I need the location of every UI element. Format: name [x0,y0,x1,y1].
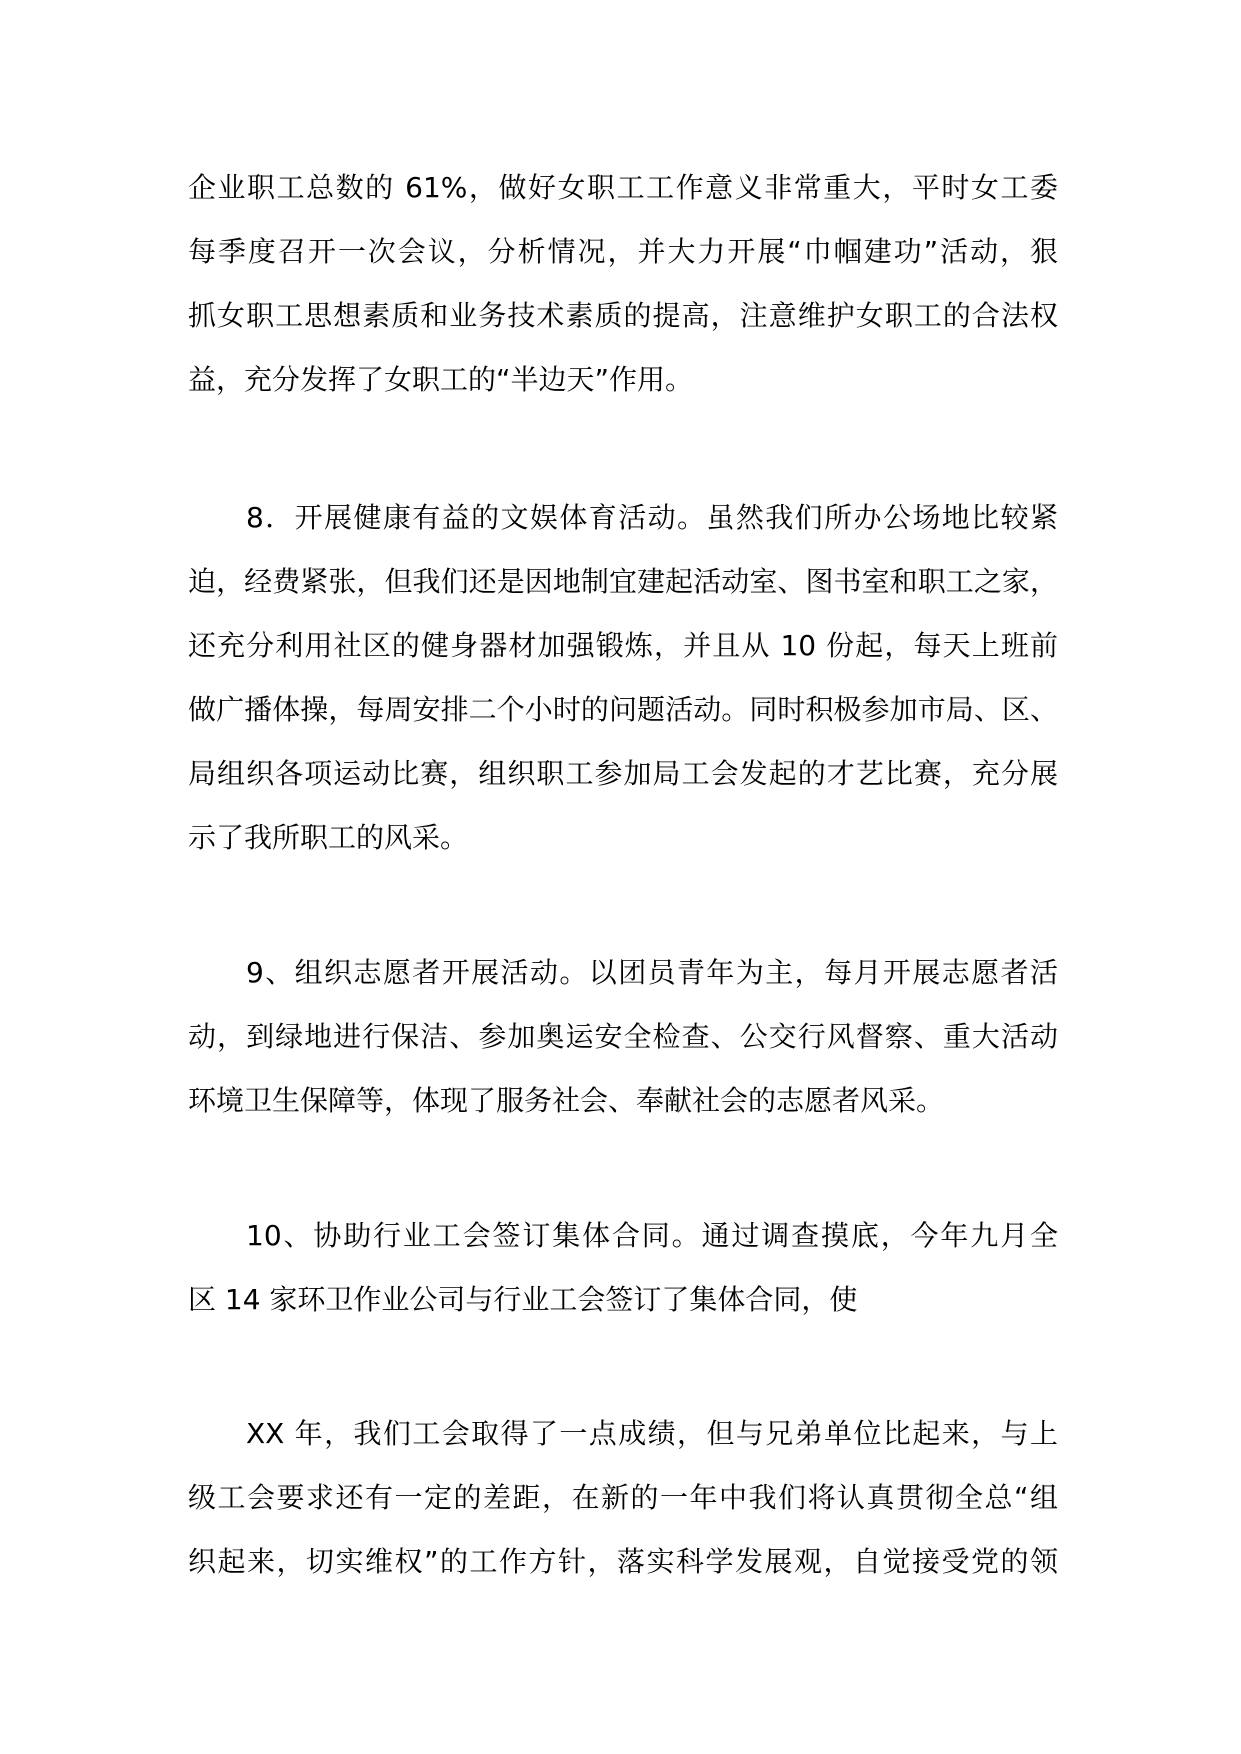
text-line: 局组织各项运动比赛，组织职工参加局工会发起的才艺比赛，充分展 [188,757,1058,790]
text-line: 区 14 家环卫作业公司与行业工会签订了集体合同，使 [188,1283,858,1316]
text-line: XX 年，我们工会取得了一点成绩，但与兄弟单位比起来，与上 [246,1417,1058,1450]
text-line: 9、组织志愿者开展活动。以团员青年为主，每月开展志愿者活 [246,956,1058,989]
text-line: 做广播体操，每周安排二个小时的问题活动。同时积极参加市局、区、 [188,693,1058,726]
text-line: 每季度召开一次会议，分析情况，并大力开展“巾帼建功”活动，狠 [188,235,1058,268]
text-line: 10、协助行业工会签订集体合同。通过调查摸底，今年九月全 [246,1219,1058,1252]
paragraph-women-workers [188,156,1058,412]
text-line: 级工会要求还有一定的差距，在新的一年中我们将认真贯彻全总“组 [188,1481,1058,1514]
paragraph-sports-activities [188,486,1058,870]
text-line: 益，充分发挥了女职工的“半边天”作用。 [188,363,694,396]
text-line: 动，到绿地进行保洁、参加奥运安全检查、公交行风督察、重大活动 [188,1020,1058,1053]
text-line: 环境卫生保障等，体现了服务社会、奉献社会的志愿者风采。 [188,1084,945,1117]
text-line: 迫，经费紧张，但我们还是因地制宜建起活动室、图书室和职工之家， [188,565,1058,598]
text-line: 织起来，切实维权”的工作方针，落实科学发展观，自觉接受党的领 [188,1545,1058,1578]
text-line: 抓女职工思想素质和业务技术素质的提高，注意维护女职工的合法权 [188,299,1058,332]
text-line: 示了我所职工的风采。 [188,821,469,854]
paragraph-summary [188,1402,1058,1594]
paragraph-collective-contract [188,1204,1058,1332]
text-line: 还充分利用社区的健身器材加强锻炼，并且从 10 份起，每天上班前 [188,629,1058,662]
text-line: 企业职工总数的 61%，做好女职工工作意义非常重大，平时女工委 [188,171,1058,204]
paragraph-volunteers [188,941,1058,1133]
text-line: 8．开展健康有益的文娱体育活动。虽然我们所办公场地比较紧 [246,501,1058,534]
